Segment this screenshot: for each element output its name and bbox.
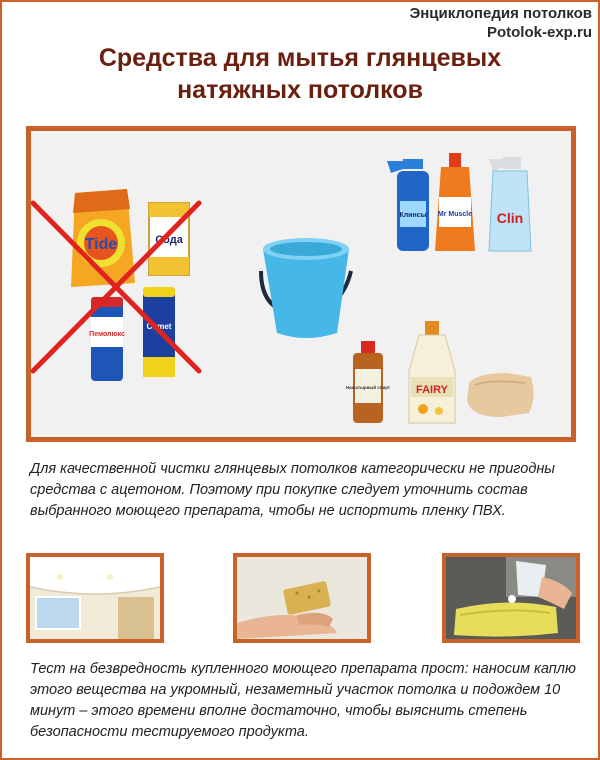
forbidden-products xyxy=(33,189,199,381)
acetone-warning-paragraph: Для качественной чистки глянцевых потолков категорически не пригодны средства с ацетоном. Поэтому при покупке следует уточнить состав выбранного моющего препарата, чтобы не испортить пленку ПВХ. xyxy=(30,461,555,519)
glass-cleaners xyxy=(387,153,531,251)
fairy-label: FAIRY xyxy=(416,384,448,396)
soda-label: Сода xyxy=(155,234,183,246)
page-title xyxy=(2,42,598,106)
clin-label: Clin xyxy=(496,210,524,226)
soap-bar-icon xyxy=(467,373,534,417)
title-line-1: Средства для мытья глянцевых xyxy=(98,44,502,72)
products-illustration xyxy=(26,126,576,442)
fairy-bottle-icon xyxy=(409,321,455,423)
soda-box-icon xyxy=(149,203,189,275)
ammonia-label: Нашатырный спирт xyxy=(345,385,391,390)
ceiling-photo xyxy=(26,553,164,643)
site-url: Potolok-exp.ru xyxy=(486,24,592,41)
title-line-2: натяжных потолков xyxy=(177,76,423,104)
site-branding xyxy=(410,4,592,42)
mister-muscle-label: Mr Muscle xyxy=(437,211,473,218)
klinsy-spray-icon xyxy=(387,159,429,251)
ammonia-bottle-icon xyxy=(346,341,391,423)
clin-spray-icon xyxy=(489,157,531,251)
klinsy-label: Клинсы xyxy=(399,212,427,219)
safe-products xyxy=(346,321,534,423)
site-name: Энциклопедия потолков xyxy=(409,5,592,22)
comet-label: Comet xyxy=(146,322,172,331)
sponge-hand-photo xyxy=(233,553,371,643)
mister-muscle-bottle-icon xyxy=(435,153,475,251)
pemolux-label: Пемолюкс xyxy=(89,331,125,338)
detergent-test-paragraph: Тест на безвредность купленного моющего препарата прост: наносим каплю этого вещества на укромный, незаметный участок потолка и подождем 10 минут – этого времени вполне достаточно, чтобы выяснить степень безопасности тестируемого продукта. xyxy=(30,661,576,740)
applying-detergent-photo xyxy=(442,553,580,643)
products-svg xyxy=(31,131,571,437)
tide-label: Tide xyxy=(84,236,118,253)
bucket-icon xyxy=(261,238,351,338)
